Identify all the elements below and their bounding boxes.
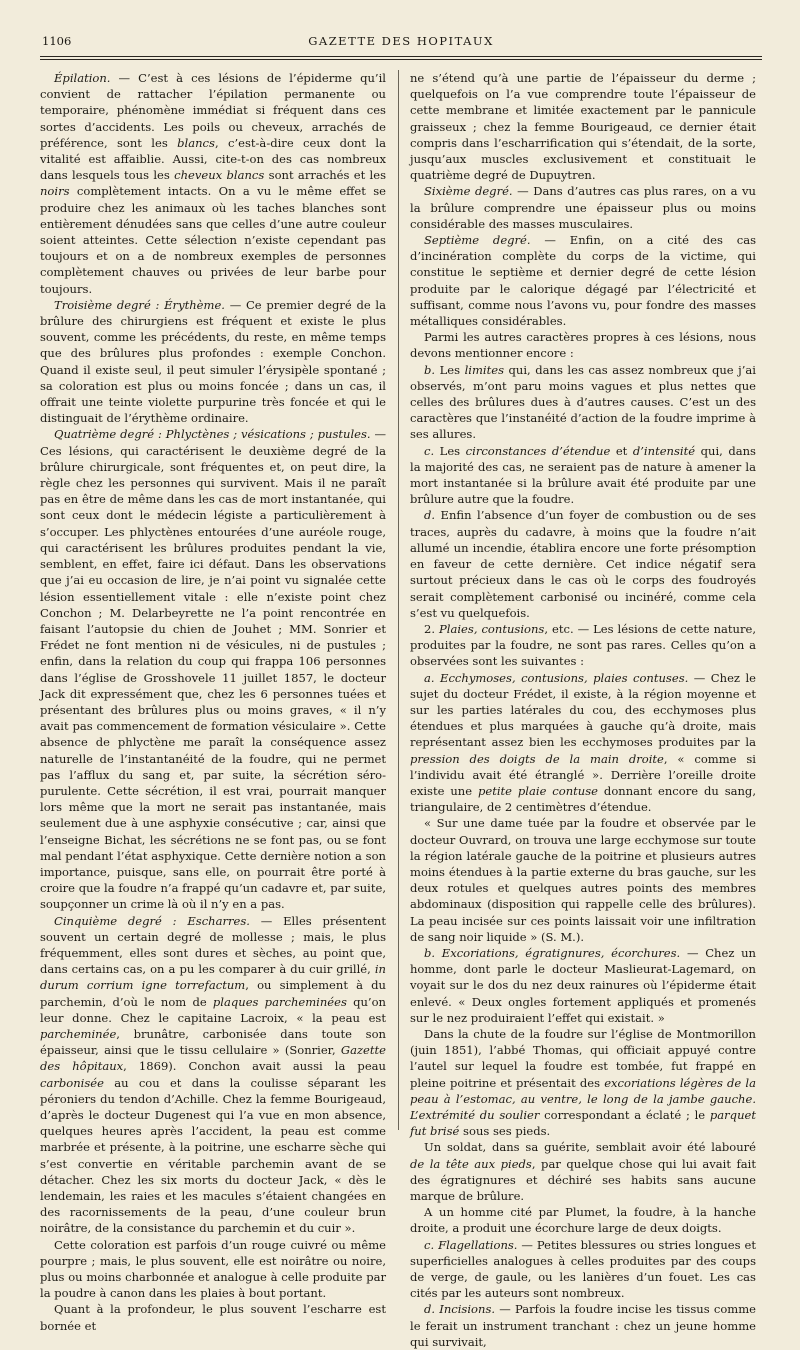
italic-run: c. Flagellations. bbox=[424, 1237, 518, 1252]
column-divider bbox=[398, 70, 399, 1130]
document-page bbox=[40, 26, 762, 1349]
text-run: sont arrachés et les bbox=[264, 168, 386, 183]
paragraph bbox=[40, 1237, 386, 1302]
text-run: , brunâtre, carbonisée dans toute son épaisseur, ainsi que le tissu cellulaire » (Sonrier, bbox=[40, 1026, 386, 1058]
italic-run: d. bbox=[424, 508, 436, 523]
paragraph bbox=[410, 183, 756, 232]
italic-run: blancs bbox=[177, 135, 215, 150]
paragraph bbox=[410, 621, 756, 670]
text-run: — C’est à ces lésions de l’épiderme qu’il convient de rattacher l’épilation permanente ou temporaire, phénomène immédiat si fréquent dans ces sortes d’accidents. Les poils ou cheveux, arrachés de préférence, sont les bbox=[40, 71, 386, 150]
text-run: Cette coloration est parfois d’un rouge cuivré ou même pourpre ; mais, le plus souvent, elle est noirâtre ou noire, plus ou moins charbonnée et analogue à celle produite par la poudre à canon dans les plaies à bout portant. bbox=[40, 1237, 386, 1301]
running-title: GAZETTE DES HOPITAUX bbox=[308, 34, 494, 48]
text-run: , etc. — Les lésions de cette nature, produites par la foudre, ne sont pas rares. Celles qu’on a observées sont les suivantes : bbox=[410, 621, 757, 669]
text-run: « Sur une dame tuée par la foudre et observée par le docteur Ouvrard, on trouva une large ecchymose sur toute la région latérale gauche de la poitrine et plusieurs autres moins étendues à la partie externe du bras gauche, sur les deux rotules et quelques autres points des membres abdominaux (disposition qui rappelle celle des brûlures). La peau incisée sur ces points laissait voir une infiltration de sang noir liquide » (S. M.). bbox=[410, 816, 756, 944]
text-run: donnant encore du sang, triangulaire, de 2 centimètres d’étendue. bbox=[410, 783, 756, 815]
text-run: Les bbox=[435, 362, 465, 377]
text-run: au cou et dans la coulisse séparant les péroniers du tendon d’Achille. Chez la femme Bourigeaud, d’après le docteur Dugenest qui l’a vue en mon absence, quelques heures après l’accident, la peau est comme marbrée et présente, à la poitrine, une escharre sèche qui s’est convertie en véritable parchemin avant de se détacher. Chez les six morts du docteur Jack, « dès le lendemain, les raies et les macules s’étaient changées en des racornissements de la peau, d’une couleur brun noirâtre, de la consistance du parchemin et du cuir ». bbox=[40, 1075, 386, 1236]
text-columns bbox=[40, 70, 762, 1349]
text-run: , c’est-à-dire ceux dont la vitalité est affaiblie. Aussi, cite-t-on des cas nombreux dans lesquels tous les bbox=[40, 135, 387, 183]
italic-run: limites bbox=[464, 362, 504, 377]
page-number: 1106 bbox=[42, 34, 72, 48]
italic-run: Cinquième degré : Escharres. bbox=[54, 913, 250, 928]
text-run: sous ses pieds. bbox=[459, 1124, 551, 1139]
text-run: — Chez le sujet du docteur Frédet, il existe, à la région moyenne et sur les parties latérales du cou, des ecchymoses plus étendues et plus marquées à gauche qu’à droite, mais représentant assez bien les ecchymoses produites par la bbox=[410, 670, 756, 750]
italic-run: c. bbox=[424, 443, 435, 458]
italic-run: noirs bbox=[40, 184, 70, 199]
italic-run: Plaies, contusions bbox=[439, 621, 545, 636]
italic-run: in durum corrium igne torrefactum bbox=[40, 962, 386, 993]
italic-run: carbonisée bbox=[40, 1075, 104, 1090]
italic-run: excoriations légères de la peau à l’estomac, au ventre, le long de la jambe gauche. L’extrémité du soulier bbox=[410, 1075, 756, 1122]
text-run: Les bbox=[434, 443, 466, 458]
paragraph bbox=[40, 297, 386, 427]
italic-run: d. Incisions. bbox=[424, 1302, 496, 1317]
text-run: — Ce premier degré de la brûlure des chirurgiens est fréquent et existe le plus souvent, comme les précédents, du reste, en même temps que des brûlures plus profondes : exemple Conchon. Quand il existe seul, il peut simuler l’érysipèle spontané ; sa coloration est plus ou moins foncée ; dans un cas, il offrait une teinte violette purpurine très foncée et qui le distinguait de l’érythème ordinaire. bbox=[40, 297, 387, 426]
italic-run: b. Excoriations, égratignures, écorchures. bbox=[424, 945, 681, 960]
text-run: — Parfois la foudre incise les tissus comme le ferait un instrument tranchant : chez un jeune homme qui survivait, bbox=[410, 1302, 756, 1349]
paragraph bbox=[410, 1204, 756, 1236]
italic-run: Épilation. bbox=[54, 71, 111, 85]
page-header bbox=[40, 26, 762, 50]
text-run: , « comme si l’individu avait été étranglé ». Derrière l’oreille droite existe une bbox=[410, 751, 757, 798]
italic-run: cheveux blancs bbox=[174, 168, 265, 183]
paragraph bbox=[410, 815, 756, 945]
paragraph bbox=[410, 70, 756, 183]
text-run: complètement intacts. On a vu le même effet se produire chez les animaux où les taches blanches sont entièrement dénudées sans que celles d’une autre couleur soient atteintes. Cette sélection n’existe cependant pas toujours et on a de nombreux exemples de personnes complètement chauves ou privées de leur barbe pour toujours. bbox=[40, 184, 386, 296]
italic-run: parcheminée bbox=[40, 1026, 117, 1041]
italic-run: de la tête aux pieds bbox=[410, 1156, 532, 1171]
italic-run: b. bbox=[424, 362, 436, 377]
italic-run: plaques parcheminées bbox=[212, 994, 347, 1009]
italic-run: Septième degré. bbox=[424, 233, 531, 248]
text-run: qui, dans les cas assez nombreux que j’ai observés, m’ont paru moins vagues et plus nettes que celles des brûlures dues à d’autres causes. C’est un des caractères que l’instanéité d’action de la foudre imprime à ses allures. bbox=[410, 362, 756, 442]
paragraph bbox=[410, 945, 756, 1026]
text-run: ne s’étend qu’à une partie de l’épaisseur du derme ; quelquefois on l’a vue comprendre toute l’épaisseur de cette membrane et limitée exactement par le pannicule graisseux ; chez la femme Bourigeaud, ce dernier était compris dans l’escharrification qui s’étendait, de la sorte, jusqu’aux muscles exclusivement et constituait le quatrième degré de Dupuytren. bbox=[410, 71, 756, 183]
text-run: , 1869). Conchon avait aussi la peau bbox=[123, 1059, 386, 1074]
paragraph bbox=[410, 362, 756, 443]
paragraph bbox=[40, 426, 386, 912]
right-column bbox=[410, 70, 757, 1349]
text-run: qui, dans la majorité des cas, ne seraient pas de nature à amener la mort instantanée si la brûlure avait été produite par une brûlure autre que la foudre. bbox=[410, 443, 756, 507]
italic-run: d’intensité bbox=[632, 443, 696, 458]
text-run: — Dans d’autres cas plus rares, on a vu la brûlure comprendre une épaisseur plus ou moins considérable des masses musculaires. bbox=[410, 184, 756, 231]
text-run: — Chez un homme, dont parle le docteur Maslieurat-Lagemard, on voyait sur le dos du nez deux rainures où l’épiderme était enlevé. « Deux ongles fortement appliqués et promenés sur le nez produiraient l’effet qui existait. » bbox=[410, 945, 756, 1025]
italic-run: circonstances d’étendue bbox=[465, 443, 611, 458]
text-run: et bbox=[610, 443, 633, 458]
paragraph bbox=[410, 329, 756, 361]
header-rule bbox=[40, 56, 762, 60]
italic-run: petite plaie contuse bbox=[477, 783, 599, 798]
italic-run: pression des doigts de la main droite bbox=[410, 751, 664, 766]
paragraph bbox=[410, 670, 756, 816]
italic-run: Quatrième degré : Phlyctènes ; vésications ; pustules. bbox=[54, 427, 371, 442]
text-run: — Elles présentent souvent un certain degré de mollesse ; mais, le plus fréquemment, elles sont dures et sèches, au point que, dans certains cas, on a pu les comparer à du cuir grillé, bbox=[40, 913, 386, 977]
text-run: 2. bbox=[424, 621, 440, 636]
paragraph bbox=[410, 507, 756, 620]
text-run: , ou simplement à du parchemin, d’où le nom de bbox=[40, 978, 386, 1009]
italic-run: Troisième degré : Érythème. bbox=[54, 297, 225, 312]
paragraph bbox=[410, 1026, 756, 1139]
paragraph bbox=[410, 1301, 756, 1350]
italic-run: Sixième degré. bbox=[424, 184, 513, 199]
text-run: Parmi les autres caractères propres à ces lésions, nous devons mentionner encore : bbox=[410, 330, 756, 361]
paragraph bbox=[40, 1301, 386, 1333]
paragraph bbox=[410, 1139, 756, 1204]
text-run: Dans la chute de la foudre sur l’église de Montmorillon (juin 1851), l’abbé Thomas, qui officiait appuyé contre l’autel sur lequel la foudre est tombée, fut frappé en pleine poitrine et présentait des bbox=[410, 1026, 756, 1090]
text-run: Un soldat, dans sa guérite, semblait avoir été labouré bbox=[424, 1140, 756, 1155]
paragraph bbox=[40, 913, 386, 1237]
text-run: — Petites blessures ou stries longues et superficielles analogues à celles produites par des coups de verge, de gaule, ou les lanières d’un fouet. Les cas cités par les auteurs sont nombreux. bbox=[410, 1237, 756, 1301]
left-column bbox=[40, 70, 387, 1333]
text-run: Quant à la profondeur, le plus souvent l’escharre est bornée et bbox=[40, 1302, 386, 1333]
paragraph bbox=[40, 70, 386, 297]
italic-run: a. Ecchymoses, contusions, plaies contuses. bbox=[424, 670, 689, 685]
text-run: Enfin l’absence d’un foyer de combustion ou de ses traces, auprès du cadavre, à moins que la foudre n’ait allumé un incendie, établira encore une forte présomption en faveur de cette dernière. Cet indice négatif sera surtout précieux dans le cas où le corps des foudroyés serait complètement carbonisé ou incinéré, comme cela s’est vu quelquefois. bbox=[410, 508, 756, 620]
paragraph bbox=[410, 232, 756, 329]
text-run: — Ces lésions, qui caractérisent le deuxième degré de la brûlure chirurgicale, sont fréquentes et, on peut dire, la règle chez les personnes qui survivent. Mais il ne paraît pas en être de même dans les cas de mort instantanée, qui sont ceux dont le médecin légiste a particulièrement à s’occuper. Les phlyctènes entourées d’une auréole rouge, qui caractérisent les brûlures produites pendant la vie, semblent, en effet, faire ici défaut. Dans les observations que j’ai eu occasion de lire, je n’ai point vu signalée cette lésion essentiellement vitale : elle n’existe point chez Conchon ; M. Delarbeyrette ne l’a point rencontrée en faisant l’autopsie du chien de Jouhet ; MM. Sonrier et Frédet ne font mention ni de vésicules, ni de pustules ; enfin, dans la relation du coup qui frappa 106 personnes dans l’église de Grosshovele 11 juillet 1857, le docteur Jack dit expressément que, chez les 6 personnes tuées et présentant des brûlures plus ou moins graves, « il n’y avait pas commencement de formation vésiculaire ». Cette absence de phlyctène me paraît la conséquence assez naturelle de l’instantanéité de la foudre, qui ne permet pas l’afflux du sang et, par suite, la sécrétion séro-purulente. Cette sécrétion, il est vrai, pourrait manquer lors même que la mort ne serait pas instantanée, mais seulement due à une asphyxie consécutive ; car, ainsi que l’enseigne Bichat, les sécrétions ne se font pas, ou se font mal pendant l’état asphyxique. Cette dernière notion a son importance, puisque, sans elle, on pourrait être porté à croire que la foudre n’a frappé qu’un cadavre et, par suite, soupçonner un crime là où il n’y en a pas. bbox=[40, 427, 387, 912]
text-run: A un homme cité par Plumet, la foudre, à la hanche droite, a produit une écorchure large de deux doigts. bbox=[410, 1205, 756, 1236]
paragraph bbox=[410, 1237, 756, 1302]
italic-run: Gazette des hôpitaux bbox=[40, 1043, 386, 1074]
text-run: qu’on leur donne. Chez le capitaine Lacroix, « la peau est bbox=[40, 994, 386, 1025]
italic-run: parquet fut brisé bbox=[410, 1108, 756, 1139]
text-run: , par quelque chose qui lui avait fait des égratignures et déchiré ses habits sans aucune marque de brûlure. bbox=[410, 1156, 757, 1204]
text-run: — Enfin, on a cité des cas d’incinération complète du corps de la victime, qui constitue le septième et dernier degré de cette lésion produite par le calorique dégagé par l’électricité et suffisant, comme nous l’avons vu, pour fondre des masses métalliques considérables. bbox=[410, 233, 757, 329]
paragraph bbox=[410, 443, 756, 508]
text-run: correspondant a éclaté ; le bbox=[539, 1108, 710, 1122]
